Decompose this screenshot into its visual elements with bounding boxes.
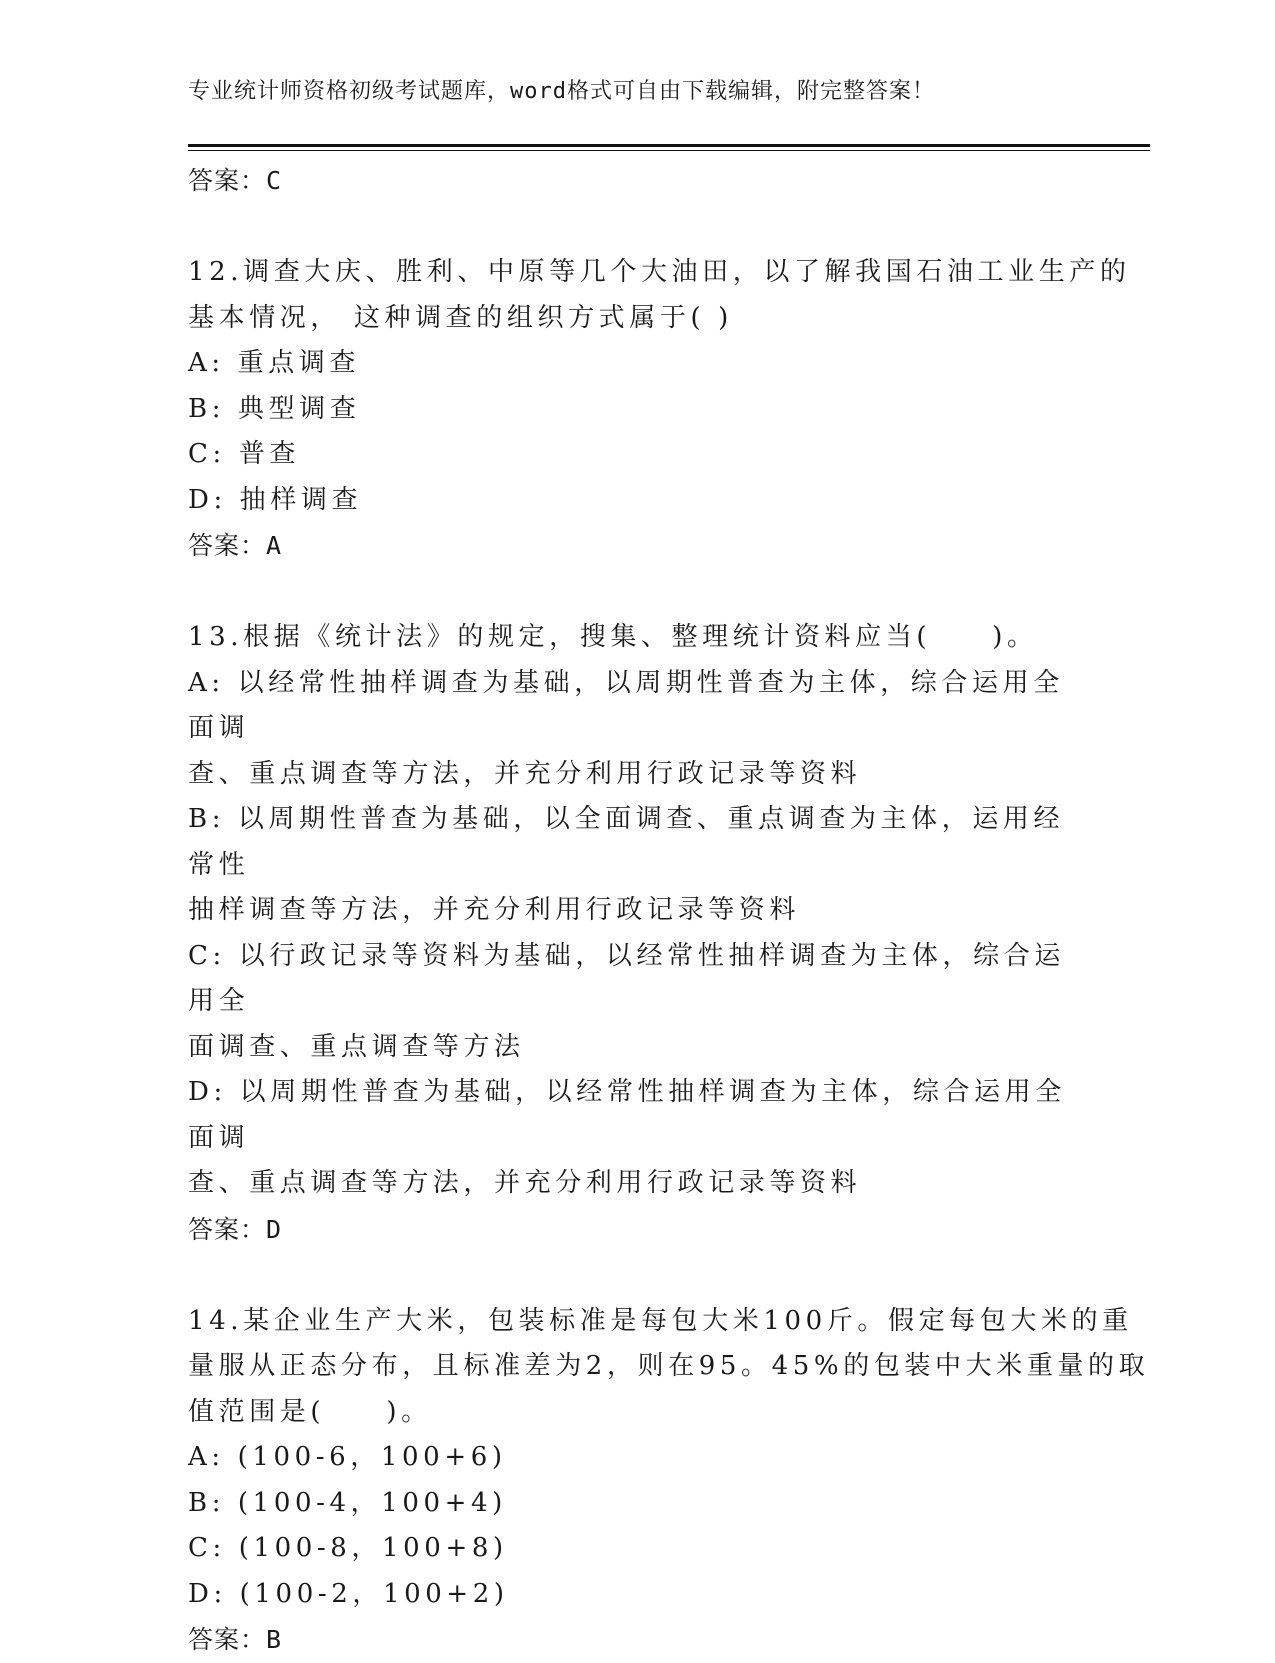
page-header: 专业统计师资格初级考试题库，word格式可自由下载编辑，附完整答案！: [188, 74, 1088, 105]
spacer: [188, 569, 1088, 615]
answer-value: C: [266, 166, 282, 195]
option-b: B: (100-4，100+4): [188, 1481, 1088, 1527]
header-rule-thin: [188, 150, 1150, 151]
previous-answer: [188, 158, 1088, 204]
question-list: [188, 158, 1088, 1663]
question-stem-line: 量服从正态分布，且标准差为2，则在95。45%的包装中大米重量的取: [188, 1344, 1088, 1390]
answer-label: 答案：: [188, 166, 266, 195]
question-stem-line: 值范围是( )。: [188, 1390, 1088, 1436]
question-12: [188, 250, 1088, 569]
option-b-line-2: 抽样调查等方法，并充分利用行政记录等资料: [188, 888, 1088, 934]
option-d-line-1: D: 以周期性普查为基础，以经常性抽样调查为主体，综合运用全面调: [188, 1070, 1088, 1161]
option-d: D: 抽样调查: [188, 478, 1088, 524]
option-b-line-1: B: 以周期性普查为基础，以全面调查、重点调查为主体，运用经常性: [188, 797, 1088, 888]
option-c-line-1: C: 以行政记录等资料为基础，以经常性抽样调查为主体，综合运用全: [188, 934, 1088, 1025]
answer: [188, 523, 1088, 569]
option-d: D: (100-2，100+2): [188, 1572, 1088, 1618]
answer-label: 答案：: [188, 531, 266, 560]
option-a-line-2: 查、重点调查等方法，并充分利用行政记录等资料: [188, 752, 1088, 798]
question-stem-line: 基本情况， 这种调查的组织方式属于( ): [188, 296, 1088, 342]
option-c: C: (100-8，100+8): [188, 1526, 1088, 1572]
question-13: [188, 615, 1088, 1253]
option-a-line-1: A: 以经常性抽样调查为基础，以周期性普查为主体，综合运用全面调: [188, 661, 1088, 752]
question-14: [188, 1299, 1088, 1663]
answer: [188, 1207, 1088, 1253]
answer-value: B: [266, 1625, 282, 1654]
option-c-line-2: 面调查、重点调查等方法: [188, 1025, 1088, 1071]
answer: [188, 1617, 1088, 1663]
answer-label: 答案：: [188, 1625, 266, 1654]
answer-label: 答案：: [188, 1215, 266, 1244]
answer-value: D: [266, 1215, 282, 1244]
question-stem-line: 14.某企业生产大米，包装标准是每包大米100斤。假定每包大米的重: [188, 1299, 1088, 1345]
spacer: [188, 204, 1088, 250]
answer-value: A: [266, 531, 282, 560]
question-stem-line: 13.根据《统计法》的规定，搜集、整理统计资料应当( )。: [188, 615, 1088, 661]
option-d-line-2: 查、重点调查等方法，并充分利用行政记录等资料: [188, 1161, 1088, 1207]
option-c: C: 普查: [188, 432, 1088, 478]
option-b: B: 典型调查: [188, 387, 1088, 433]
question-stem-line: 12.调查大庆、胜利、中原等几个大油田，以了解我国石油工业生产的: [188, 250, 1088, 296]
option-a: A: 重点调查: [188, 341, 1088, 387]
spacer: [188, 1253, 1088, 1299]
header-rule-thick: [188, 144, 1150, 147]
option-a: A: (100-6，100+6): [188, 1435, 1088, 1481]
